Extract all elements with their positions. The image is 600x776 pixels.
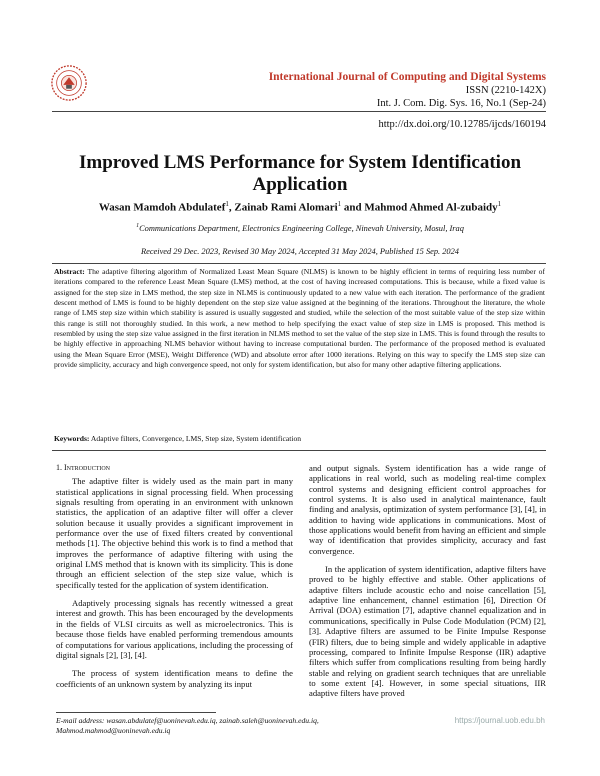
affiliation-mark: 1 [136,223,140,229]
left-column [56,463,293,697]
paper-title-line2: Application [252,174,348,195]
author-mark: 1 [225,200,229,208]
abstract-text: The adaptive filtering algorithm of Normalized Least Mean Square (NLMS) is known to be highly efficient in terms of requiring less number of iterations compared to the reference Least Mean Square (LMS) method, at the cost of having increased computations. This is because, while a fixed value is assigned for the step size in LMS method, the step size in NLMS is continuously updated to a new value with each iteration. The performance of the gradient descent method of LMS is found to be highly dependent on the step size value assigned at the beginning of the iterations. Throughout the literature, the whole range of LMS step size within which stability is assured is usually suggested and studied, while the selection of the most suitable value of the step size within this range is still not thoroughly studied. In this work, a new method to help specifying the exact value of step size in LMS is proposed. This method is resembled by using the step size value assigned in the first iteration in NLMS method to set the value of the step size in LMS. This is found through the results to be highly effective in approaching NLMS behavior without having to increase computational burden. The performance of the proposed method is evaluated using the Mean Square Error (MSE), Weight Difference (WD) and absolute error after 1000 iterations. Relying on this way to specify the LMS step size can provide simplicity, accuracy and high convergence speed, not only for system identification, but also for many other adaptive filtering applications. [54,267,545,370]
author-separator: and [341,201,365,214]
paragraph: The process of system identification means to define the coefficients of an unknown system by analyzing its input [56,668,293,689]
abstract-bottom-rule [52,450,546,451]
abstract-top-rule [52,263,546,264]
journal-url-link[interactable]: https://journal.uob.edu.bh [454,716,545,725]
doi-link[interactable]: http://dx.doi.org/10.12785/ijcds/160194 [378,119,546,130]
section-title-rest: ntroduction [66,463,111,472]
paper-title [60,152,540,196]
author-name: Wasan Mamdoh Abdulatef [98,201,226,214]
section-number: 1. [56,463,62,472]
section-title-initial: I [64,463,67,472]
journal-name: International Journal of Computing and Digital Systems [268,71,546,83]
paper-title-line1: Improved LMS Performance for System Identification [78,152,522,173]
footnote-rule [56,712,216,713]
author-name: Mahmod Ahmed Al-zubaidy [364,201,498,214]
paragraph: and output signals. System identification has a wide range of applications in real world, such as modeling real-time complex control systems and designing efficient control approaches for control systems. It is also used in analytical maintenance, fault finding and analysis, optimization of system performance [3], [4], in addition to having wide applications in communications. Most of those applications would benefit from having an efficient and simple way of identification that provides simplicity, accuracy and fast convergence. [309,463,546,556]
paragraph: In the application of system identification, adaptive filters have proved to be highly effective and stable. Other applications of adaptive filters include acoustic echo and noise cancellation [5], adaptive line enhancement, channel estimation [6], Direction Of Arrival (DOA) estimation [7], adaptive channel equalization and in communications, specifically in Pulse Code Modulation (PCM) [2], [3]. Adaptive filters are assumed to be Finite Impulse Response (FIR) filters, due to being simple and widely applicable in adaptive processing, compared to Infinite Impulse Response (IIR) adaptive filters which suffer from complications resulting from being hardly stable and relying on gradient search techniques that are unreliable to some extent [4]. However, in some special situations, IIR adaptive filters have proved [309,564,546,699]
author-list [40,200,560,214]
footnote-email-line1: E-mail address: wasan.abdulatef@uoninevah.edu.iq, zainab.saleh@uoninevah.edu.iq, [56,716,319,725]
author-mark: 1 [497,200,502,208]
header-rule [52,111,546,112]
journal-header [269,70,546,110]
author-mark: 1 [337,200,342,208]
keywords-text: Adaptive filters, Convergence, LMS, Step size, System identification [90,434,302,443]
journal-citation: Int. J. Com. Dig. Sys. 16, No.1 (Sep-24) [376,98,546,109]
author-name: Zainab Rami Alomari [234,201,338,214]
affiliation [40,223,560,233]
abstract [54,267,545,370]
keywords [54,434,545,443]
journal-issn: ISSN (2210-142X) [465,85,546,96]
keywords-label: Keywords: [54,434,90,443]
paragraph: Adaptively processing signals has recently witnessed a great interest and growth. This has been encouraged by the developments in the fields of VLSI circuits as well as microelectronics. This is because those fields have enabled performing tremendous amounts of computations for various applications, including the processing of digital signals [2], [3], [4]. [56,598,293,660]
author-separator: , [228,201,235,214]
footnote-email [56,716,396,736]
right-column [309,463,546,707]
section-heading [56,463,293,473]
publication-dates: Received 29 Dec. 2023, Revised 30 May 2024, Accepted 31 May 2024, Published 15 Sep. 2024 [140,247,459,256]
affiliation-text: Communications Department, Electronics Engineering College, Ninevah University, Mosul, Iraq [139,223,464,233]
paragraph: The adaptive filter is widely used as the main part in many statistical applications in signal processing field. When processing signals resulting from operating in an environment with unknown statistics, the application of an adaptive filter will offer a clever solution because it usually provides a significant improvement in performance over the use of fixed filters created by conventional methods [1]. The objective behind this work is to find a method that improves the performance of adaptive filtering with using the original LMS method that is known with its simplicity. This is done through an efficient selection of the step size value, which is specifically tested for the application of system identification. [56,476,293,590]
university-seal-icon [50,64,88,102]
footnote-email-line2: Mahmod.mahmod@uoninevah.edu.iq [56,726,171,735]
abstract-label: Abstract: [54,267,85,276]
